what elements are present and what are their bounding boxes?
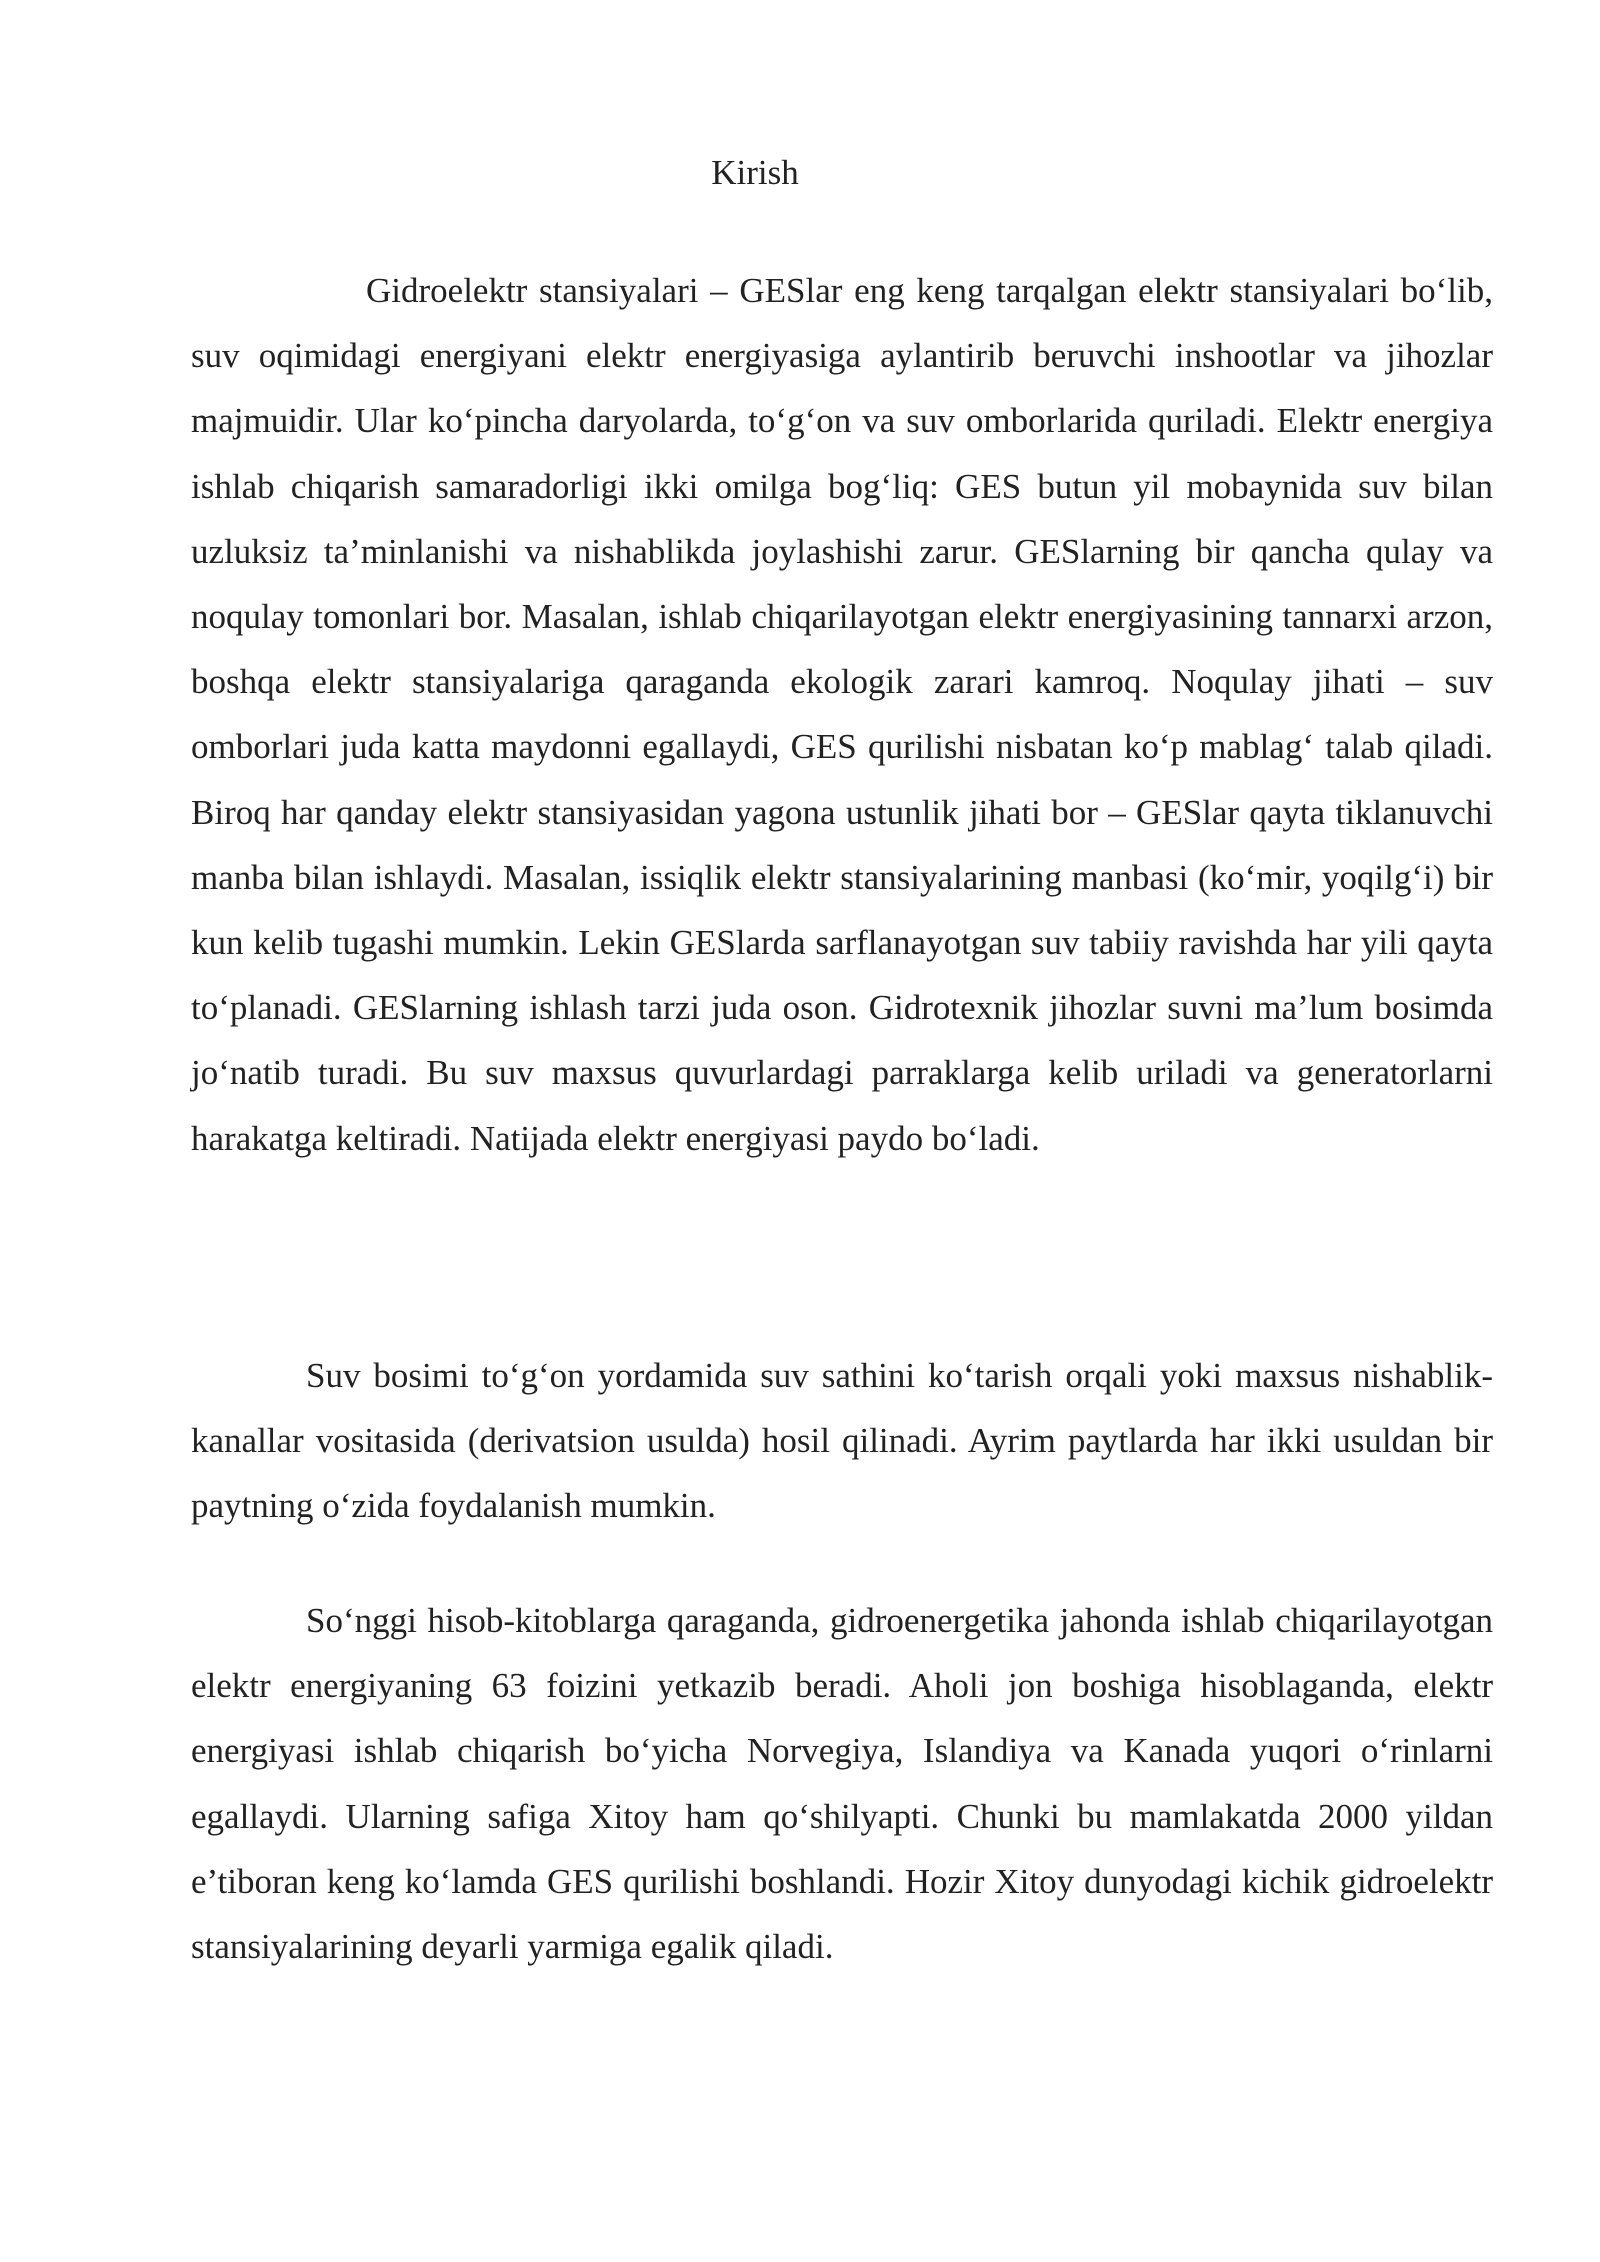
paragraph-intro: Gidroelektr stansiyalari – GESlar eng keng tarqalgan elektr stansiyalari bo‘lib, suv oqimidagi energiyani elektr energiyasiga aylantirib beruvchi inshootlar va jihozlar majmuidir. Ular ko‘pincha daryolarda, to‘g‘on va suv omborlarida quriladi. Elektr energiya ishlab chiqarish samaradorligi ikki omilga bog‘liq: GES butun yil mobaynida suv bilan uzluksiz ta’minlanishi va nishablikda joylashishi zarur. GESlarning bir qancha qulay va noqulay tomonlari bor. Masalan, ishlab chiqarilayotgan elektr energiyasining tannarxi arzon, boshqa elektr stansiyalariga qaraganda ekologik zarari kamroq. Noqulay jihati – suv omborlari juda katta maydonni egallaydi, GES qurilishi nisbatan ko‘p mablag‘ talab qiladi. Biroq har qanday elektr stansiyasidan yagona ustunlik jihati bor – GESlar qayta tiklanuvchi manba bilan ishlaydi. Masalan, issiqlik elektr stansiyalarining manbasi (ko‘mir, yoqilg‘i) bir kun kelib tugashi mumkin. Lekin GESlarda sarflanayotgan suv tabiiy ravishda har yili qayta to‘planadi. GESlarning ishlash tarzi juda oson. Gidrotexnik jihozlar suvni ma’lum bosimda jo‘natib turadi. Bu suv maxsus quvurlardagi parraklarga kelib uriladi va generatorlarni harakatga keltiradi. Natijada elektr energiyasi paydo bo‘ladi.	[191, 271, 1493, 1158]
paragraph-water-pressure: Suv bosimi to‘g‘on yordamida suv sathini ko‘tarish orqali yoki maxsus nishablik-kanallar vositasida (derivatsion usulda) hosil qilinadi. Ayrim paytlarda har ikki usuldan bir paytning o‘zida foydalanish mumkin.	[191, 1356, 1493, 1526]
paragraph-statistics: So‘nggi hisob-kitoblarga qaraganda, gidroenergetika jahonda ishlab chiqarilayotgan elektr energiyaning 63 foizini yetkazib beradi. Aholi jon boshiga hisoblaganda, elektr energiyasi ishlab chiqarish bo‘yicha Norvegiya, Islandiya va Kanada yuqori o‘rinlarni egallaydi. Ularning safiga Xitoy ham qo‘shilyapti. Chunki bu mamlakatda 2000 yildan e’tiboran keng ko‘lamda GES qurilishi boshlandi. Hozir Xitoy dunyodagi kichik gidroelektr stansiyalarining deyarli yarmiga egalik qiladi.	[191, 1601, 1493, 1967]
document-title: Kirish	[711, 153, 799, 192]
